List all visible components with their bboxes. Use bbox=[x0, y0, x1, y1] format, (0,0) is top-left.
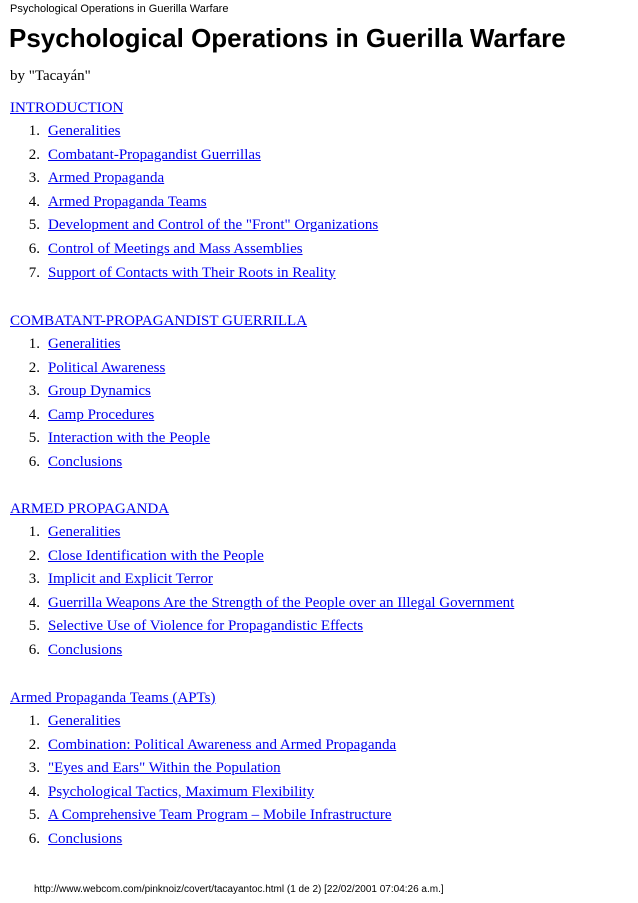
list-item bbox=[10, 404, 307, 428]
list-item-number: 1. bbox=[28, 336, 40, 352]
toc-link[interactable]: Combatant-Propagandist Guerrillas bbox=[48, 146, 261, 163]
toc-link[interactable]: Camp Procedures bbox=[48, 406, 155, 423]
list-item bbox=[10, 262, 378, 286]
toc-section bbox=[10, 97, 378, 285]
toc-section bbox=[10, 687, 396, 852]
list-item-number: 2. bbox=[28, 736, 40, 753]
list-item-number: 5. bbox=[28, 618, 40, 635]
toc-link[interactable]: Guerrilla Weapons Are the Strength of the People over an Illegal Government bbox=[48, 594, 515, 611]
section-heading-link[interactable]: COMBATANT-PROPAGANDIST GUERRILLA bbox=[10, 313, 308, 329]
toc-link[interactable]: Psychological Tactics, Maximum Flexibility bbox=[48, 783, 315, 800]
list-item bbox=[10, 545, 514, 569]
toc-list bbox=[10, 521, 514, 663]
list-item bbox=[10, 191, 378, 215]
list-item bbox=[10, 521, 514, 545]
toc-section bbox=[10, 310, 307, 475]
toc-list bbox=[10, 710, 396, 852]
running-header: Psychological Operations in Guerilla Warfare bbox=[10, 3, 229, 15]
list-item-number: 5. bbox=[28, 430, 40, 447]
toc-link[interactable]: "Eyes and Ears" Within the Population bbox=[48, 760, 281, 777]
list-item bbox=[10, 757, 396, 781]
toc-link[interactable]: Control of Meetings and Mass Assemblies bbox=[48, 240, 303, 257]
author-byline: by "Tacayán" bbox=[10, 68, 91, 84]
toc-link[interactable]: Generalities bbox=[48, 713, 121, 729]
list-item-number: 5. bbox=[28, 217, 40, 234]
list-item bbox=[10, 380, 307, 404]
list-item bbox=[10, 120, 378, 144]
toc-link[interactable]: Armed Propaganda bbox=[48, 170, 165, 187]
toc-section bbox=[10, 498, 514, 663]
toc-link[interactable]: Group Dynamics bbox=[48, 383, 151, 400]
list-item bbox=[10, 639, 514, 663]
list-item bbox=[10, 357, 307, 381]
list-item bbox=[10, 333, 307, 357]
list-item-number: 1. bbox=[28, 524, 40, 540]
list-item-number: 3. bbox=[28, 760, 40, 777]
toc-link[interactable]: Conclusions bbox=[48, 830, 123, 847]
list-item bbox=[10, 427, 307, 451]
list-item-number: 5. bbox=[28, 807, 40, 824]
list-item-number: 3. bbox=[28, 170, 40, 187]
list-item bbox=[10, 144, 378, 168]
list-item-number: 6. bbox=[28, 830, 40, 847]
list-item-number: 3. bbox=[28, 383, 40, 400]
toc-list bbox=[10, 120, 378, 285]
section-heading-link[interactable]: ARMED PROPAGANDA bbox=[10, 501, 170, 517]
list-item-number: 2. bbox=[28, 359, 40, 376]
list-item-number: 2. bbox=[28, 146, 40, 163]
list-item bbox=[10, 710, 396, 734]
section-heading-link[interactable]: Armed Propaganda Teams (APTs) bbox=[10, 690, 216, 706]
toc-link[interactable]: Combination: Political Awareness and Armed Propaganda bbox=[48, 736, 397, 753]
toc-link[interactable]: Conclusions bbox=[48, 641, 123, 658]
toc-link[interactable]: A Comprehensive Team Program – Mobile Infrastructure bbox=[48, 807, 392, 824]
list-item-number: 4. bbox=[28, 406, 40, 423]
list-item-number: 6. bbox=[28, 453, 40, 470]
list-item bbox=[10, 615, 514, 639]
list-item bbox=[10, 451, 307, 475]
list-item-number: 6. bbox=[28, 641, 40, 658]
toc-link[interactable]: Support of Contacts with Their Roots in Reality bbox=[48, 264, 336, 281]
list-item-number: 1. bbox=[28, 713, 40, 729]
list-item bbox=[10, 828, 396, 852]
list-item bbox=[10, 568, 514, 592]
toc-link[interactable]: Armed Propaganda Teams bbox=[48, 193, 207, 210]
list-item-number: 7. bbox=[28, 264, 40, 281]
toc-link[interactable]: Generalities bbox=[48, 123, 121, 139]
toc-link[interactable]: Implicit and Explicit Terror bbox=[48, 571, 213, 588]
list-item-number: 4. bbox=[28, 783, 40, 800]
section-heading-link[interactable]: INTRODUCTION bbox=[10, 100, 124, 116]
list-item-number: 6. bbox=[28, 240, 40, 257]
toc-link[interactable]: Generalities bbox=[48, 336, 121, 352]
list-item bbox=[10, 214, 378, 238]
list-item-number: 1. bbox=[28, 123, 40, 139]
list-item bbox=[10, 238, 378, 262]
list-item-number: 2. bbox=[28, 547, 40, 564]
toc-link[interactable]: Political Awareness bbox=[48, 359, 166, 376]
list-item-number: 3. bbox=[28, 571, 40, 588]
toc-link[interactable]: Selective Use of Violence for Propagandistic Effects bbox=[48, 618, 364, 635]
list-item bbox=[10, 781, 396, 805]
list-item-number: 4. bbox=[28, 193, 40, 210]
toc-link[interactable]: Development and Control of the "Front" Organizations bbox=[48, 217, 379, 234]
page-title: Psychological Operations in Guerilla Warfare bbox=[9, 23, 566, 53]
list-item bbox=[10, 734, 396, 758]
toc-link[interactable]: Generalities bbox=[48, 524, 121, 540]
toc-link[interactable]: Close Identification with the People bbox=[48, 547, 264, 564]
toc-link[interactable]: Conclusions bbox=[48, 453, 123, 470]
list-item bbox=[10, 804, 396, 828]
list-item bbox=[10, 592, 514, 616]
list-item bbox=[10, 167, 378, 191]
running-footer: http://www.webcom.com/pinknoiz/covert/tacayantoc.html (1 de 2) [22/02/2001 07:04:26 a.m.] bbox=[34, 884, 444, 895]
toc-link[interactable]: Interaction with the People bbox=[48, 430, 211, 447]
list-item-number: 4. bbox=[28, 594, 40, 611]
toc-list bbox=[10, 333, 307, 475]
